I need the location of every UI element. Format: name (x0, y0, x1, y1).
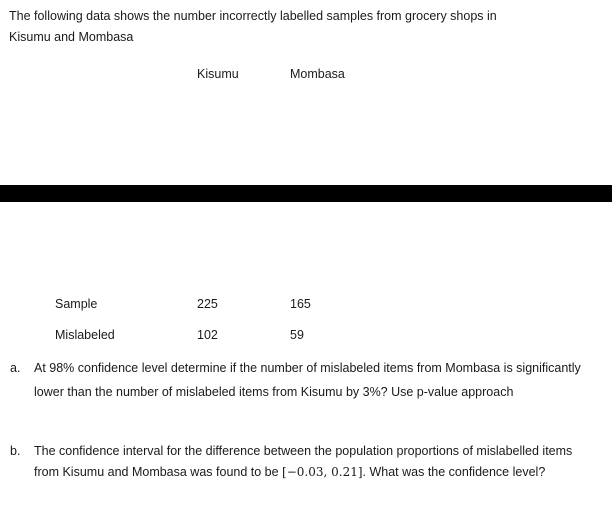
intro-line-1: The following data shows the number incorrectly labelled samples from grocery shops in (9, 9, 497, 23)
cell-sample-mombasa: 165 (290, 297, 311, 311)
cell-sample-kisumu: 225 (197, 297, 218, 311)
question-b-text (34, 441, 584, 483)
question-b-interval: [−0.03, 0.21] (282, 465, 363, 479)
question-b-text-before: The confidence interval for the difference between the population proportions of mislabelled items from Kisumu and Mombasa was found to be (34, 444, 573, 479)
question-a-text: At 98% confidence level determine if the number of mislabeled items from Mombasa is significantly lower than the number of mislabeled items from Kisumu by 3%? Use p-value approach (34, 361, 581, 399)
redaction-bar (0, 185, 612, 202)
question-a-letter: a. (10, 361, 21, 375)
intro-text (9, 6, 497, 48)
cell-mislabeled-mombasa: 59 (290, 328, 304, 342)
column-header-mombasa: Mombasa (290, 67, 345, 81)
question-b-letter: b. (10, 444, 21, 458)
column-header-kisumu: Kisumu (197, 67, 239, 81)
question-b-text-after: . What was the confidence level? (362, 465, 546, 479)
intro-line-2: Kisumu and Mombasa (9, 30, 134, 44)
row-label-mislabeled: Mislabeled (55, 328, 115, 342)
cell-mislabeled-kisumu: 102 (197, 328, 218, 342)
row-label-sample: Sample (55, 297, 98, 311)
